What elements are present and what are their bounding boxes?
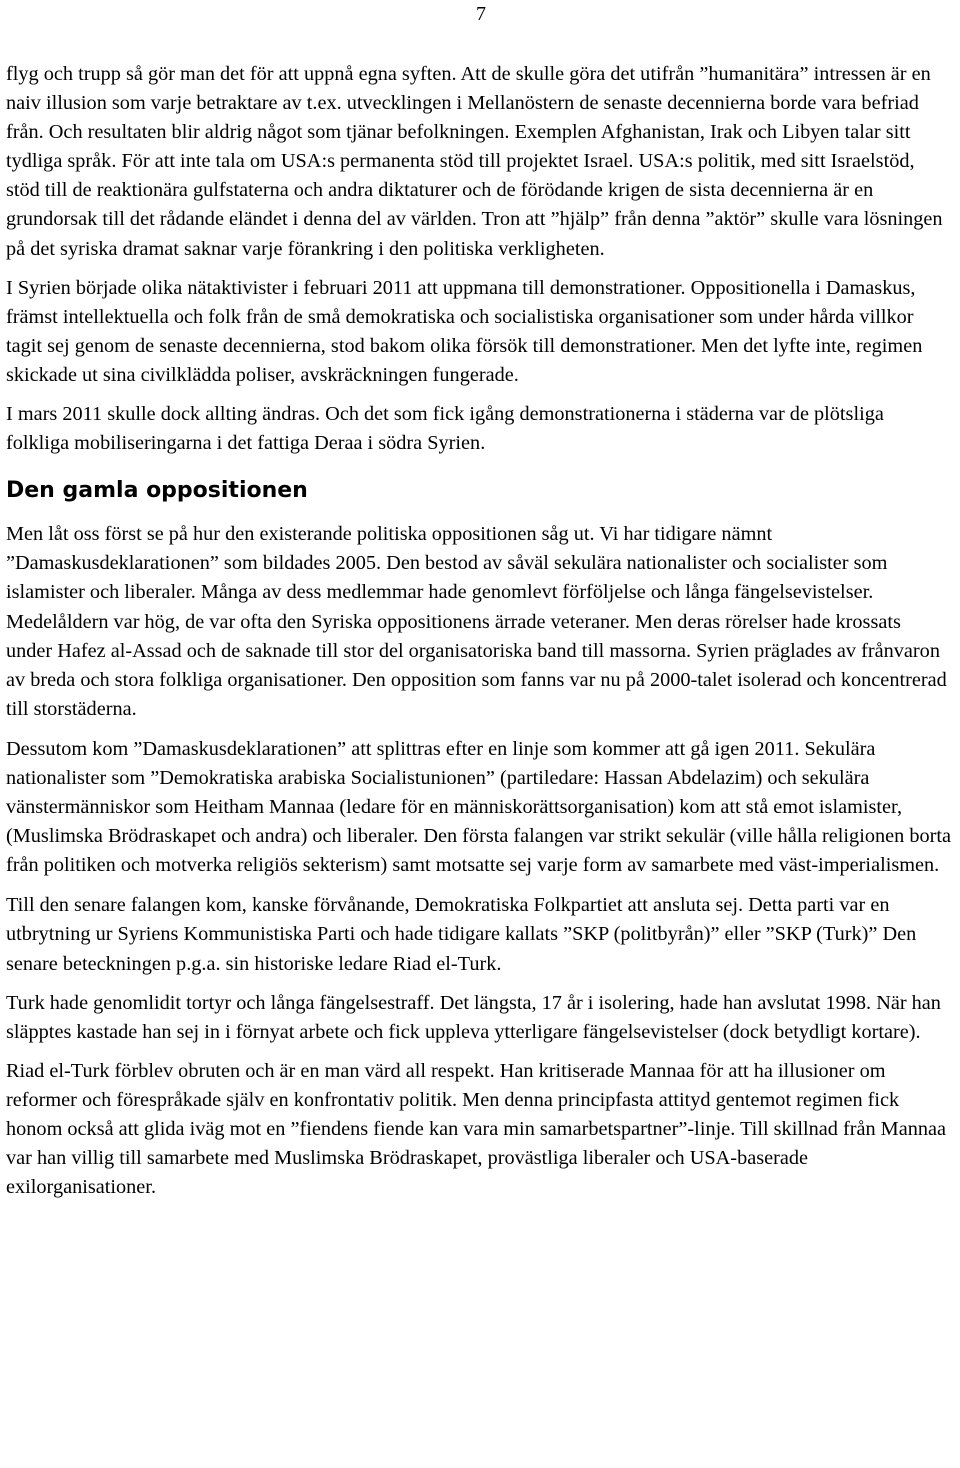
paragraph-3: I mars 2011 skulle dock allting ändras. Och det som fick igång demonstrationerna i städerna var de plötsliga folkliga mobiliseringarna i det fattiga Deraa i södra Syrien. [6, 403, 884, 455]
document-body [6, 60, 951, 1212]
section-heading: Den gamla oppositionen [6, 478, 308, 504]
paragraph-4: Men låt oss först se på hur den existerande politiska oppositionen såg ut. Vi har tidigare nämnt ”Damaskusdeklarationen” som bildades 2005. Den bestod av såväl sekulära nationalister och socialister som islamister och liberaler. Många av dess medlemmar hade genomlevt förföljelse och långa fängelsevistelser. Medelåldern var hög, de var ofta den Syriska oppositionens ärrade veteraner. Men deras rörelser hade krossats under Hafez al-Assad och de saknade till stor del organisatoriska band till massorna. Syrien präglades av frånvaron av breda och stora folkliga organisationer. Den opposition som fanns var nu på 2000-talet isolerad och koncentrerad till storstäderna. [6, 523, 947, 720]
paragraph-5: Dessutom kom ”Damaskusdeklarationen” att splittras efter en linje som kommer att gå igen 2011. Sekulära nationalister som ”Demokratiska arabiska Socialistunionen” (partiledare: Hassan Abdelazim) och sekulära vänstermänniskor som Heitham Mannaa (ledare för en människorättsorganisation) kom att stå emot islamister, (Muslimska Brödraskapet och andra) och liberaler. Den första falangen var strikt sekulär (ville hålla religionen borta från politiken och motverka religiös sekterism) samt motsatte sej varje form av samarbete med väst-imperialismen. [6, 737, 951, 877]
paragraph-6: Till den senare falangen kom, kanske förvånande, Demokratiska Folkpartiet att ansluta sej. Detta parti var en utbrytning ur Syriens Kommunistiska Parti och hade tidigare kallats ”SKP (politbyrån)” eller ”SKP (Turk)” Den senare beteckningen p.g.a. sin historiske ledare Riad el-Turk. [6, 894, 917, 975]
paragraph-7: Turk hade genomlidit tortyr och långa fängelsestraff. Det längsta, 17 år i isolering, hade han avslutat 1998. När han släpptes kastade han sej in i förnyat arbete och fick uppleva ytterligare fängelsevistelser (dock betydligt kortare). [6, 991, 941, 1043]
paragraph-8: Riad el-Turk förblev obruten och är en man värd all respekt. Han kritiserade Mannaa för att ha illusioner om reformer och förespråkade själv en konfrontativ politik. Men denna principfasta attityd gentemot regimen fick honom också att glida iväg mot en ”fiendens fiende kan vara min samarbetspartner”-linje. Till skillnad från Mannaa var han villig till samarbete med Muslimska Brödraskapet, provästliga liberaler och USA-baserade exilorganisationer. [6, 1059, 946, 1199]
paragraph-1: flyg och trupp så gör man det för att uppnå egna syften. Att de skulle göra det utifrån ”humanitära” intressen är en naiv illusion som varje betraktare av t.ex. utvecklingen i Mellanöstern de senaste decennierna borde vara befriad från. Och resultaten blir aldrig något som tjänar befolkningen. Exemplen Afghanistan, Irak och Libyen talar sitt tydliga språk. För att inte tala om USA:s permanenta stöd till projektet Israel. USA:s politik, med sitt Israelstöd, stöd till de reaktionära gulfstaterna och andra diktaturer och de förödande krigen de sista decennierna är en grundorsak till det rådande eländet i denna del av världen. Tron att ”hjälp” från denna ”aktör” skulle vara lösningen på det syriska dramat saknar varje förankring i den politiska verkligheten. [6, 63, 943, 260]
paragraph-2: I Syrien började olika nätaktivister i februari 2011 att uppmana till demonstrationer. Oppositionella i Damaskus, främst intellektuella och folk från de små demokratiska och socialistiska organisationer som under hårda villkor tagit sej genom de senaste decennierna, stod bakom olika försök till demonstrationer. Men det lyfte inte, regimen skickade ut sina civilklädda poliser, avskräckningen fungerade. [6, 276, 923, 386]
page-number: 7 [476, 3, 486, 25]
